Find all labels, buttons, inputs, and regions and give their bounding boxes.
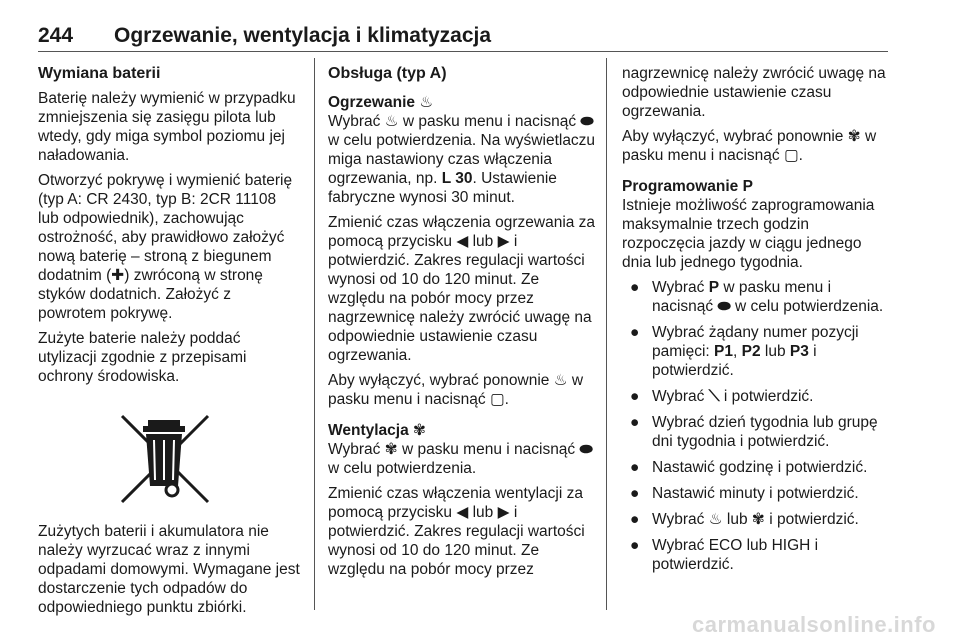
key-icon: ⟍: [708, 388, 720, 405]
column-3: [622, 64, 890, 581]
subheading-heating: Ogrzewanie ♨: [328, 94, 434, 111]
column-2: [328, 64, 596, 585]
off-button-icon: ▢: [489, 391, 505, 408]
steps-list: [622, 278, 890, 574]
confirm-button-icon: ⬬: [717, 298, 731, 315]
heating-icon: ♨: [708, 511, 723, 528]
list-item: ● Wybrać ⟍ i potwierdzić.: [630, 388, 814, 405]
fan-icon: ✾: [847, 128, 861, 145]
list-item: ● Wybrać ♨ lub ✾ i potwierdzić.: [630, 511, 859, 528]
section-heading-operation: Obsługa (typ A): [328, 65, 447, 82]
paragraph: Baterię należy wymienić w przypadku zmniejszenia się zasięgu pilota lub wtedy, gdy miga symbol poziomu jej naładowania.: [38, 90, 296, 164]
paragraph: Zmienić czas włączenia wentylacji za pomocą przycisku ◀ lub ▶ i potwierdzić. Zakres regulacji wartości wynosi od 10 do 120 minut. Ze względu na pobór mocy przez: [328, 485, 585, 578]
column-1: [38, 64, 300, 623]
display-example: L 30: [441, 170, 473, 187]
paragraph: nagrzewnicę należy zwrócić uwagę na odpowiednie ustawienie czasu ogrzewania.: [622, 65, 886, 120]
list-item: ● Nastawić minuty i potwierdzić.: [630, 485, 859, 502]
page-number: 244: [38, 24, 74, 47]
paragraph: Wybrać ✾ w pasku menu i nacisnąć ⬬ w celu potwierdzenia.: [328, 441, 593, 477]
subheading-programming: Programowanie P: [622, 178, 753, 195]
plus-icon: ✚: [111, 267, 125, 284]
list-item: ● Wybrać dzień tygodnia lub grupę dni tygodnia i potwierdzić.: [630, 414, 878, 450]
paragraph: Zmienić czas włączenia ogrzewania za pomocą przycisku ◀ lub ▶ i potwierdzić. Zakres regulacji wartości wynosi od 10 do 120 minut. Ze względu na pobór mocy przez nagrzewnicę należy zwrócić uwagę na odpowiednie ustawienie czasu ogrzewania.: [328, 214, 596, 364]
watermark: carmanualsonline.info: [692, 612, 936, 637]
paragraph: Zużyte baterie należy poddać utylizacji zgodnie z przepisami ochrony środowiska.: [38, 330, 247, 385]
column-divider-2: [606, 58, 607, 610]
header-rule: [38, 51, 888, 52]
subheading-ventilation: Wentylacja ✾: [328, 422, 427, 439]
list-item: ● Wybrać ECO lub HIGH i potwierdzić.: [630, 537, 819, 573]
confirm-button-icon: ⬬: [579, 441, 593, 458]
heating-icon: ♨: [553, 372, 568, 389]
right-arrow-icon: ▶: [497, 504, 510, 521]
paragraph: Aby wyłączyć, wybrać ponownie ♨ w pasku menu i nacisnąć ▢.: [328, 372, 584, 408]
bullet-icon: ●: [630, 459, 640, 476]
page-header: [38, 24, 888, 52]
left-arrow-icon: ◀: [456, 233, 469, 250]
list-item: ● Wybrać P w pasku menu i nacisnąć ⬬ w celu potwierdzenia.: [630, 279, 884, 315]
column-divider-1: [314, 58, 315, 610]
list-item: ● Wybrać żądany numer pozycji pamięci: P1, P2 lub P3 i potwierdzić.: [630, 324, 859, 379]
bullet-icon: ●: [630, 511, 640, 528]
bullet-icon: ●: [630, 414, 640, 431]
bullet-icon: ●: [630, 537, 640, 554]
fan-icon: ✾: [384, 441, 398, 458]
paragraph: Aby wyłączyć, wybrać ponownie ✾ w pasku menu i nacisnąć ▢.: [622, 128, 877, 164]
bullet-icon: ●: [630, 279, 640, 296]
heating-icon: ♨: [384, 113, 399, 130]
left-arrow-icon: ◀: [456, 504, 469, 521]
confirm-button-icon: ⬬: [580, 113, 594, 130]
bullet-icon: ●: [630, 485, 640, 502]
paragraph: Otworzyć pokrywę i wymienić baterię (typ A: CR 2430, typ B: 2CR 11108 lub odpowiednik), zachowując ostrożność, aby prawidłowo założyć nową baterię – stroną z biegunem dodatnim (✚) zwróconą w stronę styków dodatnich. Założyć z powrotem pokrywę.: [38, 172, 293, 322]
right-arrow-icon: ▶: [497, 233, 510, 250]
off-button-icon: ▢: [783, 147, 799, 164]
crossed-bin-icon: [116, 412, 214, 508]
heating-icon: ♨: [419, 94, 434, 111]
fan-icon: ✾: [413, 422, 427, 439]
bullet-icon: ●: [630, 388, 640, 405]
page-title: Ogrzewanie, wentylacja i klimatyzacja: [114, 24, 492, 47]
fan-icon: ✾: [751, 511, 765, 528]
paragraph: Istnieje możliwość zaprogramowania maksymalnie trzech godzin rozpoczęcia jazdy w ciągu jednego dnia lub jednego tygodnia.: [622, 197, 875, 271]
section-heading-battery: Wymiana baterii: [38, 65, 161, 82]
paragraph: Wybrać ♨ w pasku menu i nacisnąć ⬬ w celu potwierdzenia. Na wyświetlaczu miga nastawiony czas włączenia ogrzewania, np. L 30. Ustawienie fabryczne wynosi 30 minut.: [328, 113, 596, 206]
paragraph: Zużytych baterii i akumulatora nie należy wyrzucać wraz z innymi odpadami domowymi. Wymagane jest dostarczenie tych odpadów do odpowiedniego punktu zbiórki.: [38, 523, 300, 616]
bullet-icon: ●: [630, 324, 640, 341]
list-item: ● Nastawić godzinę i potwierdzić.: [630, 459, 868, 476]
